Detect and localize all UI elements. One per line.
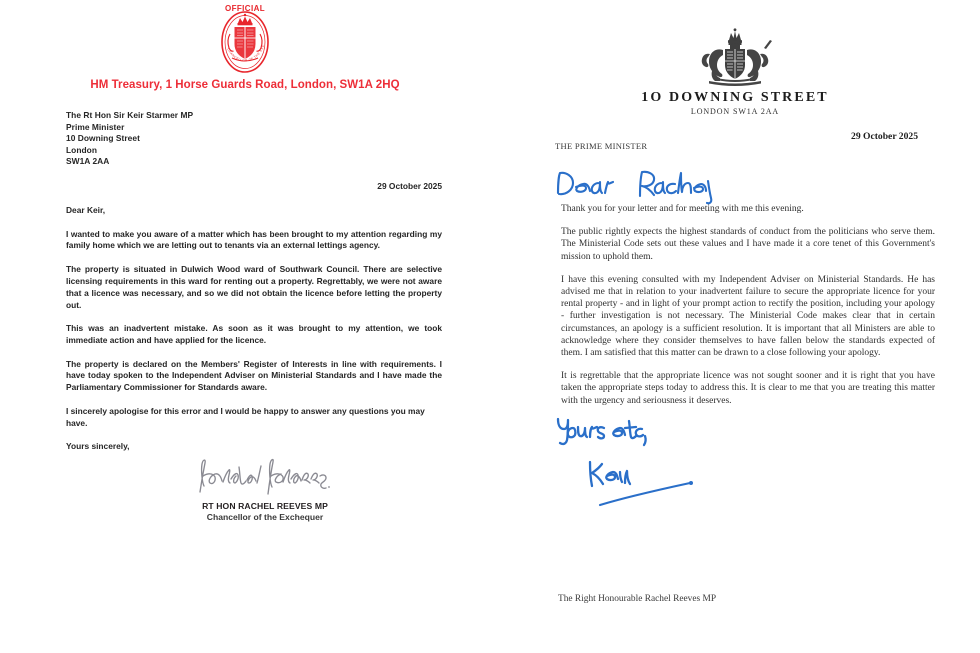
hm-treasury-address-letterhead: HM Treasury, 1 Horse Guards Road, London, SW1A 2HQ (90, 79, 400, 91)
recipient-line-5: SW1A 2AA (66, 156, 110, 167)
handwritten-keir-signature (552, 415, 782, 505)
handwritten-signoff-block (552, 415, 782, 505)
downing-street-title: 1O DOWNING STREET (641, 90, 829, 105)
recipient-line-1: The Rt Hon Sir Keir Starmer MP (66, 110, 194, 120)
treasury-paragraph-3: This was an inadvertent mistake. As soon as it was brought to my attention, we took immediate action and have applied for the licence. (66, 323, 442, 346)
downing-letter-body (561, 203, 935, 418)
recipient-line-3: 10 Downing Street (66, 133, 140, 144)
treasury-signature-block (150, 452, 380, 522)
treasury-paragraph-4: The property is declared on the Members' Register of Interests in line with requirements. I have today spoken to the Independent Adviser on Ministerial Standards and I have made the Parliamentary Commissioner for Standards aware. (66, 358, 442, 393)
treasury-paragraph-5: I sincerely apologise for this error and I would be happy to answer any questions you may have. (66, 405, 425, 428)
downing-street-letterhead (490, 90, 980, 116)
recipient-address-block (66, 110, 193, 168)
downing-paragraph-4: It is regrettable that the appropriate licence was not sought sooner and it is right that you have taken the appropriate steps today to address this. It is clear to me that you are treating this matter with the urgency and seriousness it deserves. (561, 371, 935, 406)
official-stamp-label: OFFICIAL (224, 4, 266, 13)
treasury-salutation: Dear Keir, (66, 205, 106, 215)
treasury-signer-name: RT HON RACHEL REEVES MP (202, 501, 328, 511)
downing-paragraph-3: I have this evening consulted with my Independent Adviser on Ministerial Standards. He has advised me that in relation to your inadvertent failure to secure the appropriate licence for your rental property - and in light of your prompt action to rectify the position, including your apology - further investigation is not necessary. The Ministerial Code makes clear that in certain circumstances, an apology is a sufficient resolution. It is important that all Ministers are able to acknowledge where they consider themselves to have fallen below the standards expected of them. I am satisfied that this matter can be drawn to a close following your apology. (561, 274, 935, 359)
downing-footer-recipient: The Right Honourable Rachel Reeves MP (558, 594, 717, 604)
recipient-line-2: Prime Minister (66, 121, 125, 132)
recipient-line-4: London (66, 144, 97, 155)
treasury-letter-date: 29 October 2025 (377, 181, 442, 191)
downing-paragraph-1: Thank you for your letter and for meeting with me this evening. (561, 204, 804, 214)
letter-page-10-downing-street (490, 0, 980, 653)
rachel-reeves-signature (190, 452, 340, 500)
downing-street-subtitle: LONDON SW1A 2AA (690, 107, 780, 116)
handwritten-dear-rachel (550, 163, 740, 207)
downing-letter-date: 29 October 2025 (851, 131, 918, 142)
hm-treasury-seal-icon (212, 1, 276, 76)
downing-paragraph-2: The public rightly expects the highest standards of conduct from the politicians who serve them. The Ministerial Code sets out these values and I have made it a core tenet of this Government's mission to uphold them. (561, 227, 935, 262)
hm-treasury-crest-container (0, 1, 490, 76)
treasury-closing: Yours sincerely, (66, 441, 130, 452)
treasury-paragraph-1: I wanted to make you aware of a matter which has been brought to my attention regarding my family home which we are letting out to tenants via an external lettings agency. (66, 228, 442, 251)
treasury-paragraph-2: The property is situated in Dulwich Wood ward of Southwark Council. There are selective licensing requirements in this ward for renting out a property. Regrettably, we were not aware that a licence was necessary, and so we did not obtain the licence before letting the property out. (66, 263, 442, 310)
royal-coat-of-arms-icon (687, 28, 783, 90)
prime-minister-label: THE PRIME MINISTER (555, 141, 648, 151)
royal-coat-of-arms-container (490, 28, 980, 90)
svg-text:CHANCELLOR OF THE EXCHEQUER: CHANCELLOR OF THE EXCHEQUER (212, 1, 266, 63)
treasury-letter-body (66, 205, 442, 465)
treasury-signer-role: Chancellor of the Exchequer (206, 512, 324, 522)
